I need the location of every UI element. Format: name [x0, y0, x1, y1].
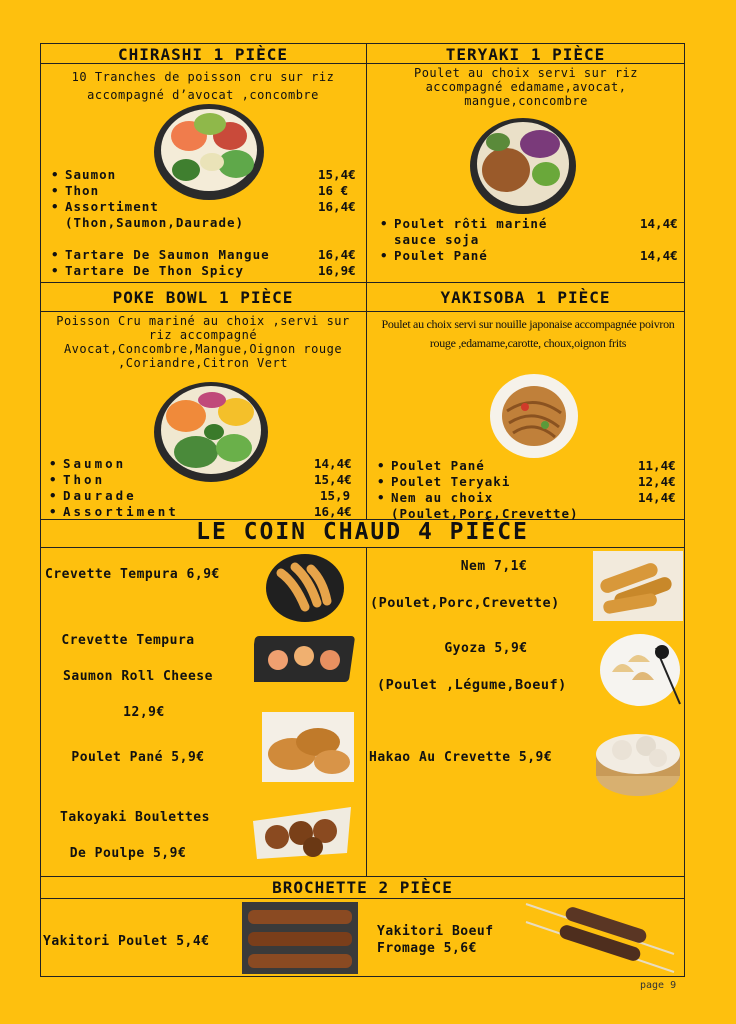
menu-item: • Tartare De Saumon Mangue	[49, 247, 325, 263]
hot-item-text: Saumon Roll Cheese	[63, 669, 213, 684]
hot-item-text: Crevette Tempura 6,9€	[45, 567, 220, 582]
item-price: 14,4€	[638, 490, 676, 505]
item-price: 16,9€	[318, 263, 356, 278]
hot-item-text: De Poulpe 5,9€	[69, 846, 187, 861]
item-price: 14,4€	[640, 248, 678, 263]
nem-photo-icon	[593, 551, 683, 621]
divider	[40, 311, 685, 312]
menu-item: • Assortiment	[47, 504, 267, 520]
menu-item: • Saumon	[47, 456, 267, 472]
divider	[40, 876, 685, 877]
yakisoba-item-list	[375, 458, 615, 522]
hot-item-text: (Poulet,Porc,Crevette)	[370, 595, 560, 611]
yakitori-boeuf-photo-icon	[524, 898, 684, 978]
hot-item-text: Hakao Au Crevette 5,9€	[369, 750, 553, 765]
poke-title: POKE BOWL 1 PIÈCE	[112, 288, 294, 307]
item-price: 11,4€	[638, 458, 676, 473]
teryaki-item-list	[378, 216, 628, 264]
hot-item-text: (Poulet ,Légume,Boeuf)	[377, 677, 567, 693]
brochette-title: BROCHETTE 2 PIÈCE	[272, 878, 453, 897]
menu-item: • Tartare De Thon Spicy	[49, 263, 325, 279]
saumon-roll-photo-icon	[254, 630, 358, 686]
brochette-item-text: Fromage 5,6€	[377, 941, 477, 956]
teryaki-bowl-icon	[468, 112, 578, 216]
item-price: 12,4€	[638, 474, 676, 489]
hot-item-text: Gyoza 5,9€	[444, 641, 528, 656]
poulet-pane-photo-icon	[262, 712, 354, 782]
item-price: 16,4€	[318, 247, 356, 262]
item-price: 15,9	[320, 488, 351, 503]
page-number: page 9	[640, 980, 677, 991]
hot-item-text: Poulet Pané 5,9€	[71, 750, 205, 765]
divider	[366, 547, 367, 876]
menu-item: • Daurade	[47, 488, 267, 504]
crevette-tempura-photo-icon	[265, 553, 345, 623]
chirashi-item-list	[49, 167, 269, 279]
yakisoba-title: YAKISOBA 1 PIÈCE	[440, 288, 611, 307]
poke-description: Poisson Cru mariné au choix ,servi sur riz accompagné Avocat,Concombre,Mangue,Oignon rouge ,Coriandre,Citron Vert	[56, 314, 350, 370]
divider	[40, 547, 685, 548]
chirashi-title: CHIRASHI 1 PIÈCE	[117, 45, 289, 64]
menu-item: • Poulet Pané	[378, 248, 628, 264]
teryaki-title: TERYAKI 1 PIÈCE	[445, 45, 606, 64]
hot-item-text: Takoyaki Boulettes	[60, 810, 210, 825]
brochette-item-text: Yakitori Boeuf	[377, 924, 494, 939]
menu-item: • Assortiment (Thon,Saumon,Daurade)	[49, 199, 295, 231]
hakao-photo-icon	[594, 714, 682, 798]
item-price: 16,4€	[318, 199, 356, 214]
item-price: 14,4€	[314, 456, 352, 471]
menu-item: • Thon	[47, 472, 267, 488]
gyoza-photo-icon	[598, 628, 682, 708]
divider	[366, 43, 367, 519]
teryaki-description: Poulet au choix servi sur riz accompagné edamame,avocat, mangue,concombre	[413, 66, 638, 108]
menu-item: • Poulet Teryaki	[375, 474, 615, 490]
yakisoba-description: Poulet au choix servi sur nouille japonaise accompagnée poivron rouge ,edamame,carotte, choux,oignon frits	[381, 317, 675, 350]
menu-item: • Poulet rôti mariné sauce soja	[378, 216, 594, 248]
hot-item-text: Nem 7,1€	[460, 559, 528, 574]
item-price: 16,4€	[314, 504, 352, 519]
menu-item: • Thon	[49, 183, 269, 199]
yakisoba-plate-icon	[489, 373, 579, 459]
takoyaki-photo-icon	[247, 801, 357, 863]
chirashi-description: 10 Tranches de poisson cru sur riz accompagné d’avocat ,concombre	[71, 70, 335, 102]
item-price: 15,4€	[314, 472, 352, 487]
hot-item-text: Crevette Tempura	[61, 633, 195, 648]
menu-item: • Saumon	[49, 167, 269, 183]
yakitori-poulet-photo-icon	[242, 902, 358, 974]
item-price: 15,4€	[318, 167, 356, 182]
hot-item-text: 12,9€	[123, 705, 165, 720]
poke-item-list	[47, 456, 267, 520]
divider	[40, 282, 685, 283]
menu-item: • Nem au choix (Poulet,Porc,Crevette)	[375, 490, 601, 522]
item-price: 16 €	[318, 183, 349, 198]
item-price: 14,4€	[640, 216, 678, 231]
coin-chaud-title: LE COIN CHAUD 4 PIÈCE	[196, 519, 529, 545]
menu-item: • Poulet Pané	[375, 458, 615, 474]
brochette-item-text: Yakitori Poulet 5,4€	[43, 934, 210, 949]
